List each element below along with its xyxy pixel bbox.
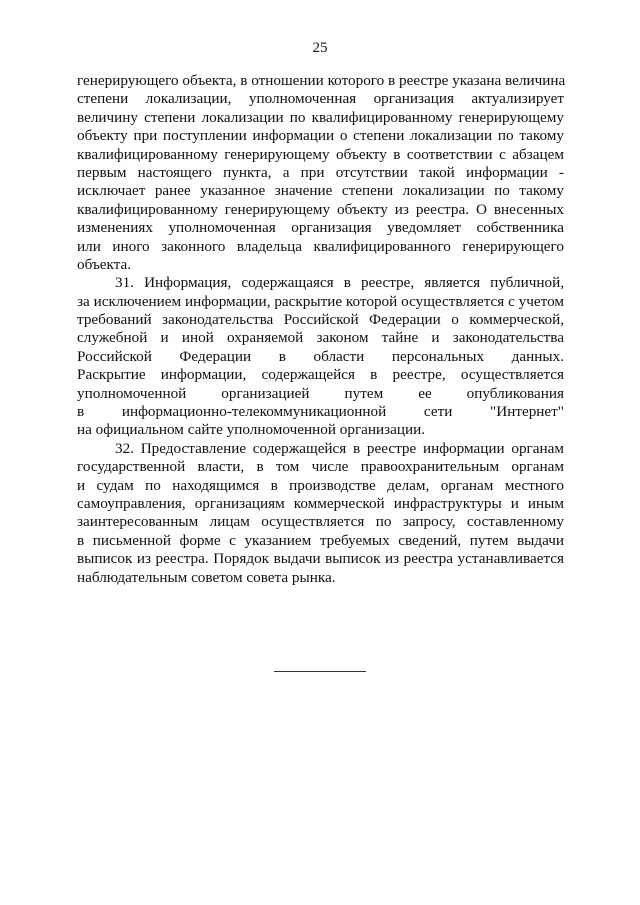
text-line: объекта.	[77, 255, 132, 273]
end-divider	[274, 671, 366, 672]
text-line: Российской Федерации в области персональных данных.	[77, 347, 564, 365]
text-line: 31. Информация, содержащаяся в реестре, является публичной,	[115, 274, 564, 292]
text-line: и судам по находящимся в производстве делам, органам местного	[77, 476, 564, 494]
text-line: первым настоящего пункта, а при отсутствии такой информации -	[77, 163, 564, 181]
text-line: исключает ранее указанное значение степени локализации по такому	[77, 182, 564, 200]
text-line: генерирующего объекта, в отношении которого в реестре указана величина	[77, 72, 566, 89]
text-line: квалифицированному генерирующему объекту в соответствии с абзацем	[77, 145, 564, 163]
text-line: в информационно-телекоммуникационной сети "Интернет"	[77, 403, 564, 421]
text-line: выписок из реестра. Порядок выдачи выписок из реестра устанавливается	[77, 550, 564, 568]
text-line: Раскрытие информации, содержащейся в реестре, осуществляется	[77, 366, 564, 384]
text-line: в письменной форме с указанием требуемых сведений, путем выдачи	[77, 531, 564, 549]
text-line: на официальном сайте уполномоченной организации.	[77, 421, 426, 439]
text-line: за исключением информации, раскрытие которой осуществляется с учетом	[77, 292, 564, 310]
text-line: заинтересованным лицам осуществляется по запросу, составленному	[77, 513, 564, 531]
text-line: величину степени локализации по квалифицированному генерирующему	[77, 108, 564, 126]
text-line: квалифицированному генерирующему объекту из реестра. О внесенных	[77, 200, 564, 218]
text-line: государственной власти, в том числе правоохранительным органам	[77, 458, 564, 476]
text-line: самоуправления, организациям коммерческой инфраструктуры и иным	[77, 494, 564, 512]
text-line: уполномоченной организацией путем ее опубликования	[77, 384, 564, 402]
text-line: служебной и иной охраняемой законом тайне и законодательства	[77, 329, 564, 347]
text-line: наблюдательным советом совета рынка.	[77, 568, 336, 586]
document-body	[77, 72, 564, 587]
page-number: 25	[312, 40, 328, 56]
text-line: изменениях уполномоченная организация уведомляет собственника	[77, 219, 564, 237]
text-line: степени локализации, уполномоченная организация актуализирует	[77, 90, 564, 108]
text-line: объекту при поступлении информации о степени локализации по такому	[77, 127, 564, 145]
text-line: или иного законного владельца квалифицированного генерирующего	[77, 237, 564, 255]
text-line: 32. Предоставление содержащейся в реестре информации органам	[115, 439, 564, 457]
text-line: требований законодательства Российской Федерации о коммерческой,	[77, 311, 564, 329]
